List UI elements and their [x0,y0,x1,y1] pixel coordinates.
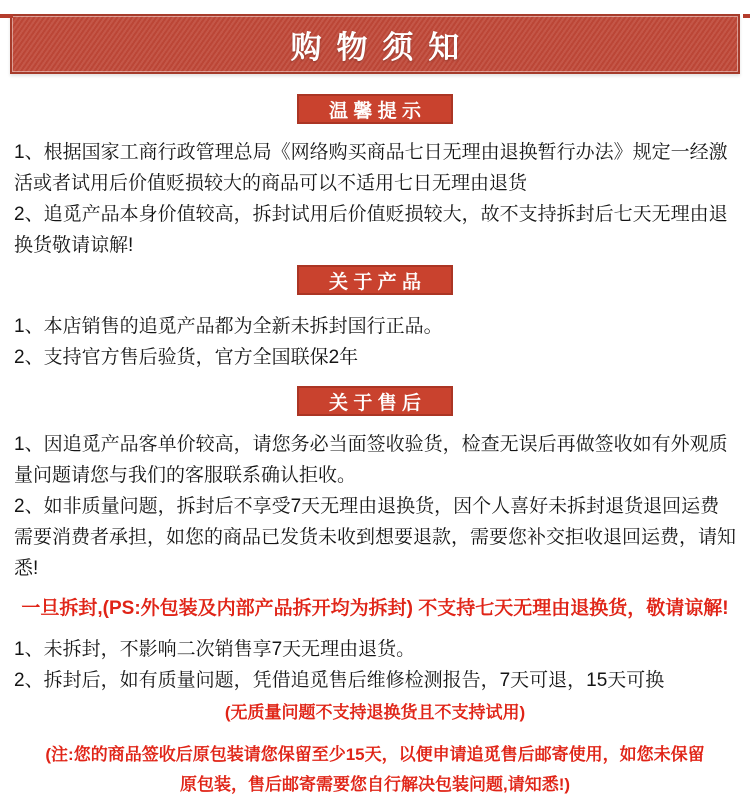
no-quality-issue-note: (无质量问题不支持退换货且不支持试用) [224,703,526,722]
section-badge-after-sales-label: 关于售后 [329,392,427,414]
notice-item-after-sales-2: 2、如非质量问题，拆封后不享受7天无理由退换货，因个人喜好未拆封退货退回运费需要消费者承担，如您的商品已发货未收到想要退款，需要您补交拒收退回运费，请知悉! [14,496,737,579]
section-badge-after-sales [297,386,453,416]
notice-item-after-sales2-2: 2、拆封后，如有质量问题，凭借追觅售后维修检测报告，7天可退，15天可换 [14,670,665,691]
notice-item-product-1: 1、本店销售的追觅产品都为全新未拆封国行正品。 [14,316,443,337]
page-title: 购物须知 [290,29,475,65]
shopping-notice-page [0,14,750,795]
top-right-accent [743,14,750,18]
page-header-banner [10,14,740,74]
notice-item-after-sales-1: 1、因追觅产品客单价较高，请您务必当面签收验货，检查无误后再做签收如有外观质量问题请您与我们的客服联系确认拒收。 [14,434,728,486]
after-sales-highlight-warning: 一旦拆封,(PS:外包装及内部产品拆开均为拆封) 不支持七天无理由退换货，敬请谅解! [21,598,729,619]
section-badge-product-label: 关于产品 [329,271,427,293]
section-after-sales [14,429,736,584]
notice-item-tips-2: 2、追觅产品本身价值较高，拆封试用后价值贬损较大，故不支持拆封后七天无理由退换货敬请谅解! [14,204,728,256]
section-badge-product [297,265,453,295]
top-left-accent [0,14,13,18]
section-after-sales-2 [14,634,736,696]
notice-item-product-2: 2、支持官方售后验货，官方全国联保2年 [14,347,359,368]
section-badge-tips [297,94,453,124]
section-badge-tips-label: 温馨提示 [329,100,427,122]
section-product [14,311,736,373]
notice-item-tips-1: 1、根据国家工商行政管理总局《网络购买商品七日无理由退换暂行办法》规定一经激活或者试用后价值贬损较大的商品可以不适用七日无理由退货 [14,142,728,194]
section-tips [14,137,736,261]
notice-item-after-sales2-1: 1、未拆封，不影响二次销售享7天无理由退货。 [14,639,416,660]
packaging-retention-footer-note: (注:您的商品签收后原包装请您保留至少15天，以便申请追觅售后邮寄使用，如您未保留原包装，售后邮寄需要您自行解决包装问题,请知悉!) [45,745,705,794]
